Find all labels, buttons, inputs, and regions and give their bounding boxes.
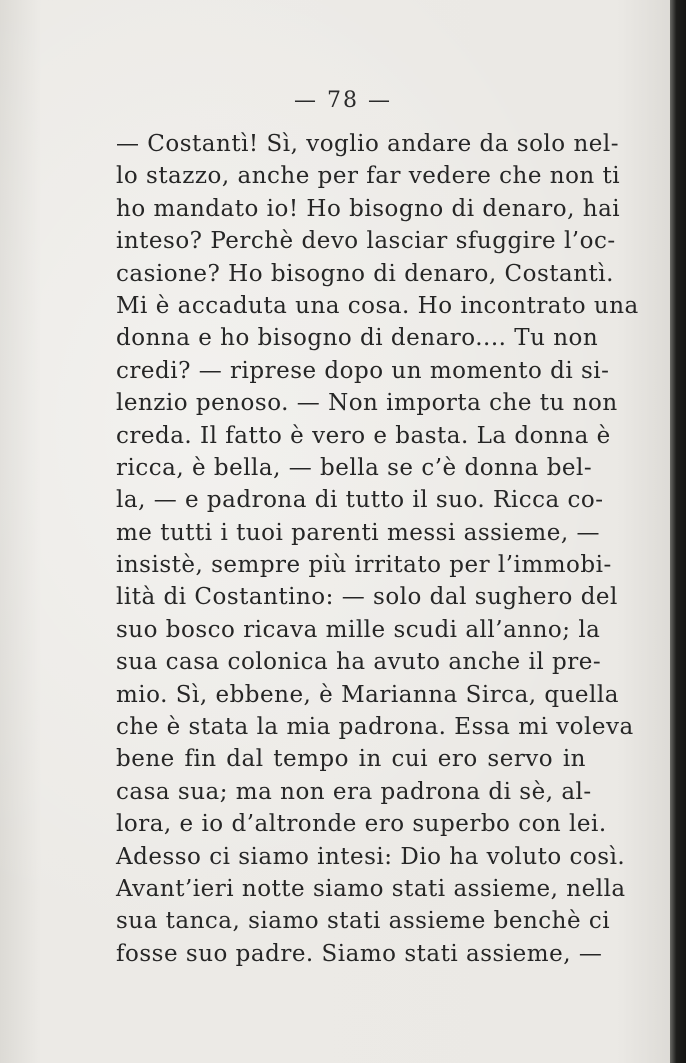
text-line: la, — e padrona di tutto il suo. Ricca co-	[116, 487, 604, 514]
text-line: donna e ho bisogno di denaro.... Tu non	[116, 325, 599, 352]
text-line: insistè, sempre più irritato per l’immobi-	[116, 552, 612, 579]
body-text	[116, 128, 639, 970]
text-line: casione? Ho bisogno di denaro, Costantì.	[116, 260, 614, 287]
text-line: casa sua; ma non era padrona di sè, al-	[116, 778, 592, 805]
text-line: me tutti i tuoi parenti messi assieme, —	[116, 519, 600, 546]
text-line: — Costantì! Sì, voglio andare da solo nel-	[116, 131, 619, 157]
text-line: sua casa colonica ha avuto anche il pre-	[116, 649, 602, 676]
text-line: inteso? Perchè devo lasciar sfuggire l’oc-	[116, 228, 616, 255]
text-line: mio. Sì, ebbene, è Marianna Sirca, quella	[116, 681, 619, 708]
page-number: — 78 —	[294, 88, 392, 113]
text-line: lità di Costantino: — solo dal sughero del	[116, 584, 618, 611]
text-line: suo bosco ricava mille scudi all’anno; la	[116, 616, 601, 643]
text-line: creda. Il fatto è vero e basta. La donna è	[116, 422, 611, 449]
text-line: credi? — riprese dopo un momento di si-	[116, 357, 610, 384]
text-line: lora, e io d’altronde ero superbo con lei.	[116, 811, 607, 838]
text-line: ricca, è bella, — bella se c’è donna bel-	[116, 454, 593, 481]
book-spine-edge	[670, 0, 686, 1063]
text-line: bene fin dal tempo in cui ero servo in	[116, 746, 586, 773]
text-line: lo stazzo, anche per far vedere che non ti	[116, 163, 621, 190]
text-line: lenzio penoso. — Non importa che tu non	[116, 390, 618, 417]
text-line: Adesso ci siamo intesi: Dio ha voluto così.	[116, 843, 626, 870]
text-line: fosse suo padre. Siamo stati assieme, —	[116, 940, 603, 967]
text-line: ho mandato io! Ho bisogno di denaro, hai	[116, 195, 621, 222]
text-line: Mi è accaduta una cosa. Ho incontrato una	[116, 292, 639, 319]
text-line: Avant’ieri notte siamo stati assieme, nella	[116, 875, 626, 902]
text-line: che è stata la mia padrona. Essa mi voleva	[116, 714, 634, 741]
text-line: sua tanca, siamo stati assieme benchè ci	[116, 908, 611, 935]
